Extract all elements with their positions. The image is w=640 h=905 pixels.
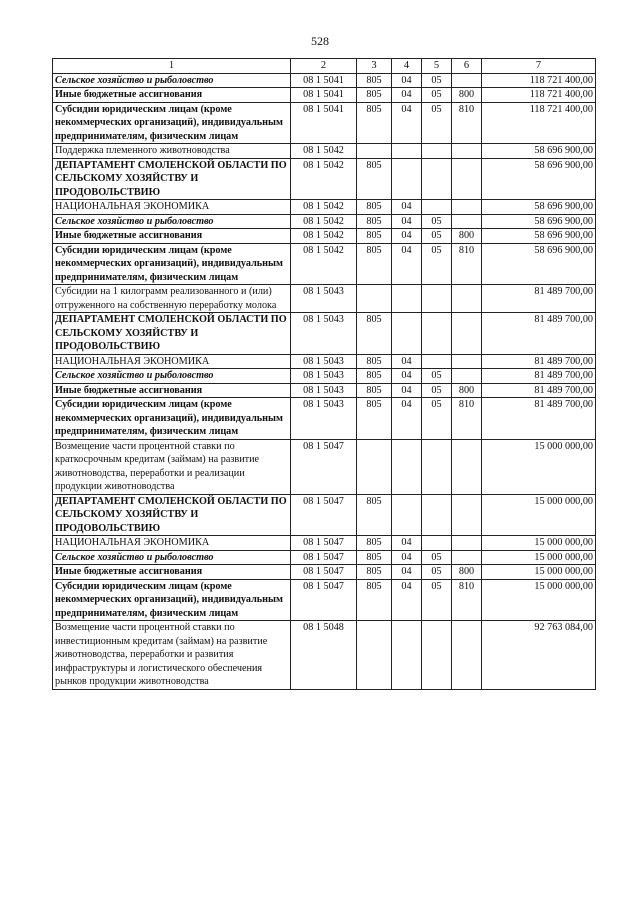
section-code: 04 (392, 200, 422, 215)
amount-value: 58 696 900,00 (482, 144, 596, 159)
expense-type-code (452, 285, 482, 313)
subsection-code (422, 536, 452, 551)
section-code: 04 (392, 214, 422, 229)
expense-type-code: 810 (452, 102, 482, 144)
amount-value: 81 489 700,00 (482, 313, 596, 355)
subsection-code (422, 354, 452, 369)
subsection-code (422, 494, 452, 536)
amount-value: 15 000 000,00 (482, 439, 596, 494)
expense-type-code: 800 (452, 383, 482, 398)
row-name: Сельское хозяйство и рыболовство (53, 550, 291, 565)
subsection-code: 05 (422, 550, 452, 565)
amount-value: 15 000 000,00 (482, 579, 596, 621)
row-name: Субсидии юридическим лицам (кроме некоммерческих организаций), индивидуальным предпринимателям, физическим лицам (53, 102, 291, 144)
amount-value: 15 000 000,00 (482, 550, 596, 565)
target-code: 08 1 5047 (291, 536, 357, 551)
row-name: Возмещение части процентной ставки по инвестиционным кредитам (займам) на развитие животноводства, переработки и развития инфраструктуры и логистического обеспечения рынков продукции животноводства (53, 621, 291, 690)
amount-value: 15 000 000,00 (482, 565, 596, 580)
ministry-code: 805 (357, 88, 392, 103)
subsection-code (422, 144, 452, 159)
section-code: 04 (392, 579, 422, 621)
ministry-code: 805 (357, 102, 392, 144)
section-code: 04 (392, 243, 422, 285)
row-name: ДЕПАРТАМЕНТ СМОЛЕНСКОЙ ОБЛАСТИ ПО СЕЛЬСКОМУ ХОЗЯЙСТВУ И ПРОДОВОЛЬСТВИЮ (53, 494, 291, 536)
expense-type-code: 800 (452, 88, 482, 103)
row-name: НАЦИОНАЛЬНАЯ ЭКОНОМИКА (53, 200, 291, 215)
amount-value: 58 696 900,00 (482, 214, 596, 229)
ministry-code (357, 144, 392, 159)
expense-type-code: 810 (452, 398, 482, 440)
section-code: 04 (392, 354, 422, 369)
target-code: 08 1 5043 (291, 369, 357, 384)
table-row (53, 158, 596, 200)
amount-value: 81 489 700,00 (482, 354, 596, 369)
target-code: 08 1 5042 (291, 144, 357, 159)
ministry-code: 805 (357, 214, 392, 229)
section-code (392, 313, 422, 355)
row-name: Возмещение части процентной ставки по краткосрочным кредитам (займам) на развитие животноводства, переработки и реализации продукции животноводства (53, 439, 291, 494)
expense-type-code (452, 369, 482, 384)
row-name: ДЕПАРТАМЕНТ СМОЛЕНСКОЙ ОБЛАСТИ ПО СЕЛЬСКОМУ ХОЗЯЙСТВУ И ПРОДОВОЛЬСТВИЮ (53, 313, 291, 355)
ministry-code: 805 (357, 229, 392, 244)
table-row (53, 354, 596, 369)
subsection-code (422, 621, 452, 690)
subsection-code (422, 158, 452, 200)
column-header: 3 (357, 59, 392, 74)
amount-value: 118 721 400,00 (482, 73, 596, 88)
section-code (392, 621, 422, 690)
column-header: 1 (53, 59, 291, 74)
table-row (53, 144, 596, 159)
row-name: Иные бюджетные ассигнования (53, 88, 291, 103)
amount-value: 81 489 700,00 (482, 369, 596, 384)
target-code: 08 1 5047 (291, 579, 357, 621)
row-name: Иные бюджетные ассигнования (53, 565, 291, 580)
target-code: 08 1 5048 (291, 621, 357, 690)
row-name: Субсидии юридическим лицам (кроме некоммерческих организаций), индивидуальным предпринимателям, физическим лицам (53, 579, 291, 621)
target-code: 08 1 5043 (291, 398, 357, 440)
section-code: 04 (392, 383, 422, 398)
header-row (53, 59, 596, 74)
table-row (53, 494, 596, 536)
amount-value: 118 721 400,00 (482, 88, 596, 103)
ministry-code: 805 (357, 243, 392, 285)
subsection-code: 05 (422, 383, 452, 398)
expense-type-code (452, 621, 482, 690)
section-code: 04 (392, 369, 422, 384)
ministry-code: 805 (357, 73, 392, 88)
table-row (53, 550, 596, 565)
row-name: Субсидии на 1 килограмм реализованного и (или) отгруженного на собственную переработку молока (53, 285, 291, 313)
column-header: 5 (422, 59, 452, 74)
ministry-code: 805 (357, 200, 392, 215)
amount-value: 118 721 400,00 (482, 102, 596, 144)
section-code (392, 144, 422, 159)
target-code: 08 1 5042 (291, 158, 357, 200)
ministry-code: 805 (357, 158, 392, 200)
row-name: Сельское хозяйство и рыболовство (53, 214, 291, 229)
section-code: 04 (392, 565, 422, 580)
target-code: 08 1 5047 (291, 550, 357, 565)
amount-value: 15 000 000,00 (482, 494, 596, 536)
amount-value: 92 763 084,00 (482, 621, 596, 690)
column-header: 7 (482, 59, 596, 74)
target-code: 08 1 5047 (291, 439, 357, 494)
section-code: 04 (392, 550, 422, 565)
target-code: 08 1 5042 (291, 214, 357, 229)
amount-value: 58 696 900,00 (482, 229, 596, 244)
ministry-code: 805 (357, 550, 392, 565)
row-name: Субсидии юридическим лицам (кроме некоммерческих организаций), индивидуальным предпринимателям, физическим лицам (53, 243, 291, 285)
ministry-code: 805 (357, 536, 392, 551)
ministry-code: 805 (357, 565, 392, 580)
ministry-code (357, 285, 392, 313)
row-name: Иные бюджетные ассигнования (53, 229, 291, 244)
table-row (53, 313, 596, 355)
target-code: 08 1 5042 (291, 243, 357, 285)
row-name: Иные бюджетные ассигнования (53, 383, 291, 398)
expense-type-code (452, 313, 482, 355)
expense-type-code (452, 494, 482, 536)
expense-type-code: 810 (452, 243, 482, 285)
table-row (53, 398, 596, 440)
table-row (53, 200, 596, 215)
target-code: 08 1 5043 (291, 383, 357, 398)
target-code: 08 1 5041 (291, 88, 357, 103)
subsection-code: 05 (422, 369, 452, 384)
table-row (53, 285, 596, 313)
amount-value: 81 489 700,00 (482, 383, 596, 398)
section-code: 04 (392, 398, 422, 440)
expense-type-code: 810 (452, 579, 482, 621)
section-code: 04 (392, 102, 422, 144)
subsection-code: 05 (422, 565, 452, 580)
row-name: Поддержка племенного животноводства (53, 144, 291, 159)
subsection-code: 05 (422, 243, 452, 285)
target-code: 08 1 5043 (291, 285, 357, 313)
ministry-code: 805 (357, 383, 392, 398)
subsection-code (422, 313, 452, 355)
ministry-code: 805 (357, 354, 392, 369)
row-name: Сельское хозяйство и рыболовство (53, 369, 291, 384)
budget-table (52, 58, 596, 690)
amount-value: 81 489 700,00 (482, 285, 596, 313)
table-row (53, 579, 596, 621)
expense-type-code: 800 (452, 229, 482, 244)
expense-type-code (452, 144, 482, 159)
table-row (53, 214, 596, 229)
amount-value: 15 000 000,00 (482, 536, 596, 551)
row-name: Субсидии юридическим лицам (кроме некоммерческих организаций), индивидуальным предпринимателям, физическим лицам (53, 398, 291, 440)
target-code: 08 1 5041 (291, 102, 357, 144)
table-row (53, 383, 596, 398)
ministry-code: 805 (357, 579, 392, 621)
expense-type-code (452, 214, 482, 229)
target-code: 08 1 5041 (291, 73, 357, 88)
expense-type-code (452, 158, 482, 200)
ministry-code: 805 (357, 398, 392, 440)
table-row (53, 243, 596, 285)
subsection-code: 05 (422, 73, 452, 88)
subsection-code (422, 200, 452, 215)
subsection-code: 05 (422, 214, 452, 229)
subsection-code: 05 (422, 88, 452, 103)
target-code: 08 1 5047 (291, 565, 357, 580)
target-code: 08 1 5042 (291, 229, 357, 244)
target-code: 08 1 5043 (291, 313, 357, 355)
row-name: ДЕПАРТАМЕНТ СМОЛЕНСКОЙ ОБЛАСТИ ПО СЕЛЬСКОМУ ХОЗЯЙСТВУ И ПРОДОВОЛЬСТВИЮ (53, 158, 291, 200)
table-row (53, 565, 596, 580)
section-code (392, 439, 422, 494)
subsection-code: 05 (422, 102, 452, 144)
subsection-code: 05 (422, 229, 452, 244)
table-body (53, 59, 596, 690)
target-code: 08 1 5042 (291, 200, 357, 215)
row-name: НАЦИОНАЛЬНАЯ ЭКОНОМИКА (53, 536, 291, 551)
amount-value: 58 696 900,00 (482, 158, 596, 200)
table-row (53, 73, 596, 88)
amount-value: 81 489 700,00 (482, 398, 596, 440)
table-row (53, 229, 596, 244)
target-code: 08 1 5047 (291, 494, 357, 536)
ministry-code: 805 (357, 369, 392, 384)
expense-type-code: 800 (452, 565, 482, 580)
table-row (53, 439, 596, 494)
ministry-code: 805 (357, 313, 392, 355)
section-code (392, 494, 422, 536)
amount-value: 58 696 900,00 (482, 200, 596, 215)
section-code (392, 158, 422, 200)
page-number: 528 (311, 34, 329, 48)
expense-type-code (452, 439, 482, 494)
column-header: 2 (291, 59, 357, 74)
table-row (53, 536, 596, 551)
table-row (53, 369, 596, 384)
subsection-code: 05 (422, 579, 452, 621)
target-code: 08 1 5043 (291, 354, 357, 369)
row-name: НАЦИОНАЛЬНАЯ ЭКОНОМИКА (53, 354, 291, 369)
amount-value: 58 696 900,00 (482, 243, 596, 285)
row-name: Сельское хозяйство и рыболовство (53, 73, 291, 88)
section-code: 04 (392, 88, 422, 103)
ministry-code (357, 439, 392, 494)
column-header: 6 (452, 59, 482, 74)
expense-type-code (452, 550, 482, 565)
section-code: 04 (392, 73, 422, 88)
ministry-code (357, 621, 392, 690)
section-code: 04 (392, 229, 422, 244)
expense-type-code (452, 200, 482, 215)
table-row (53, 102, 596, 144)
subsection-code: 05 (422, 398, 452, 440)
subsection-code (422, 285, 452, 313)
section-code: 04 (392, 536, 422, 551)
expense-type-code (452, 354, 482, 369)
expense-type-code (452, 536, 482, 551)
expense-type-code (452, 73, 482, 88)
table-row (53, 88, 596, 103)
table-row (53, 621, 596, 690)
column-header: 4 (392, 59, 422, 74)
ministry-code: 805 (357, 494, 392, 536)
subsection-code (422, 439, 452, 494)
section-code (392, 285, 422, 313)
